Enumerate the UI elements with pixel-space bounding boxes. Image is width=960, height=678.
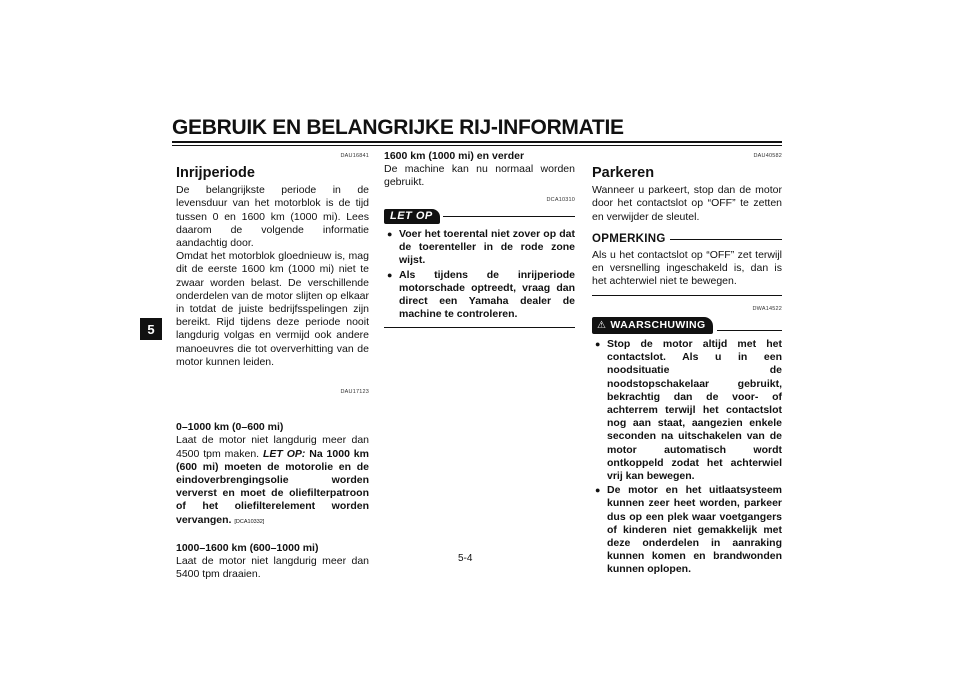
subheading-1000-1600: 1000–1600 km (600–1000 mi) — [176, 541, 319, 554]
warning-badge — [592, 317, 713, 334]
note-label: OPMERKING — [592, 232, 666, 245]
list-item: ● Stop de motor altijd met het contactslot. Als u in een noodsituatie de noodstopschakelaar gebruikt, bekrachtig dan de voor- of achterrem terwijl het contactslot nog aan staat, aangezien enkele seconden na uitschakelen van de motor automatisch wordt ontkoppeld zodat het achterwiel vrij kan bewegen. — [595, 338, 782, 483]
notice-rule — [443, 216, 575, 217]
note-header — [592, 233, 782, 246]
notice-header — [384, 209, 575, 224]
section-heading-parkeren: Parkeren — [592, 165, 655, 182]
section-code: DAU16841 — [340, 153, 369, 159]
column-3 — [592, 150, 782, 578]
page-title: GEBRUIK EN BELANGRIJKE RIJ-INFORMATIE — [172, 116, 624, 139]
sub1-text — [176, 434, 369, 528]
note-end-rule — [592, 295, 782, 296]
sub2-text: Laat de motor niet langdurig meer dan 5400 tpm draaien. — [176, 555, 369, 581]
section-code: DCA10310 — [546, 196, 575, 203]
section-code: DAU40582 — [753, 153, 782, 159]
warning-header — [592, 317, 782, 334]
note-text: Als u het contactslot op “OFF” zet terwijl en versnelling ingeschakeld is, dan is het achterwiel niet te bewegen. — [592, 249, 782, 288]
warning-list — [592, 338, 782, 577]
list-item: ● Als tijdens de inrijperiode motorschade optreedt, vraag dan direct een Yamaha dealer de machine te controleren. — [387, 268, 575, 321]
title-rule — [172, 141, 782, 143]
notice-badge: LET OP — [384, 209, 440, 224]
section-code: DWA14522 — [752, 305, 782, 312]
parkeren-text: Wanneer u parkeert, stop dan de motor door het contactslot op “OFF” te zetten en verwijder de sleutel. — [592, 184, 782, 223]
page-number: 5-4 — [458, 553, 473, 564]
warning-triangle-icon: ⚠ — [597, 319, 607, 331]
letop-inline-label: LET OP: — [262, 447, 306, 460]
bullet-icon: ● — [595, 485, 601, 496]
bullet-icon: ● — [387, 229, 393, 240]
inline-code: [DCA10332] — [234, 518, 265, 525]
column-2 — [384, 150, 575, 328]
list-item: ● De motor en het uitlaatsysteem kunnen zeer heet worden, parkeer dus op een plek waar voetgangers of kinderen niet gemakkelijk met deze onderdelen in aanraking kunnen komen en brandwonden kunnen oplopen. — [595, 484, 782, 576]
notice-end-rule — [384, 327, 575, 328]
subheading-0-1000: 0–1000 km (0–600 mi) — [176, 421, 284, 434]
bullet-icon: ● — [595, 339, 601, 350]
intro-paragraph-1: De belangrijkste periode in de levensduur van het motorblok is de tijd tussen 0 en 1600 km (1000 mi). Lees daarom de volgende informatie aandachtig door. — [176, 184, 369, 250]
section-code: DAU17123 — [340, 389, 369, 396]
sub1-bold-text: Na 1000 km (600 mi) moeten de motorolie en de eindoverbrengingsolie worden ververst en moet de oliefilterpatroon of het oliefilterelement worden vervangen. — [176, 447, 369, 526]
intro-text — [176, 184, 369, 369]
note-rule — [670, 239, 782, 240]
column-1 — [176, 150, 369, 581]
intro-paragraph-2: Omdat het motorblok gloednieuw is, mag dit de eerste 1600 km (1000 mi) niet te zwaar worden belast. De verschillende onderdelen van de motor slijten op elkaar in totdat de juiste bedrijfsspelingen zijn bereikt. Rijd tijdens deze periode nooit langdurig volgas en vermijd ook andere manoeuvres die tot oververhitting van de motor kunnen leiden. — [176, 250, 369, 368]
warning-rule — [717, 330, 782, 331]
subheading-1600-plus: 1600 km (1000 mi) en verder — [384, 150, 525, 162]
sub1-plain-text: Laat de motor niet langdurig meer dan 4500 tpm maken. — [176, 434, 369, 460]
title-rule-thin — [172, 145, 782, 146]
notice-list — [384, 228, 575, 321]
bullet-icon: ● — [387, 269, 393, 280]
chapter-tab: 5 — [140, 318, 162, 340]
warning-label: WAARSCHUWING — [610, 318, 706, 331]
section-heading-inrijperiode: Inrijperiode — [176, 165, 255, 182]
list-item: ● Voer het toerental niet zover op dat de toerenteller in de rode zone wijst. — [387, 228, 575, 267]
sub3-text: De machine kan nu normaal worden gebruikt. — [384, 163, 575, 189]
